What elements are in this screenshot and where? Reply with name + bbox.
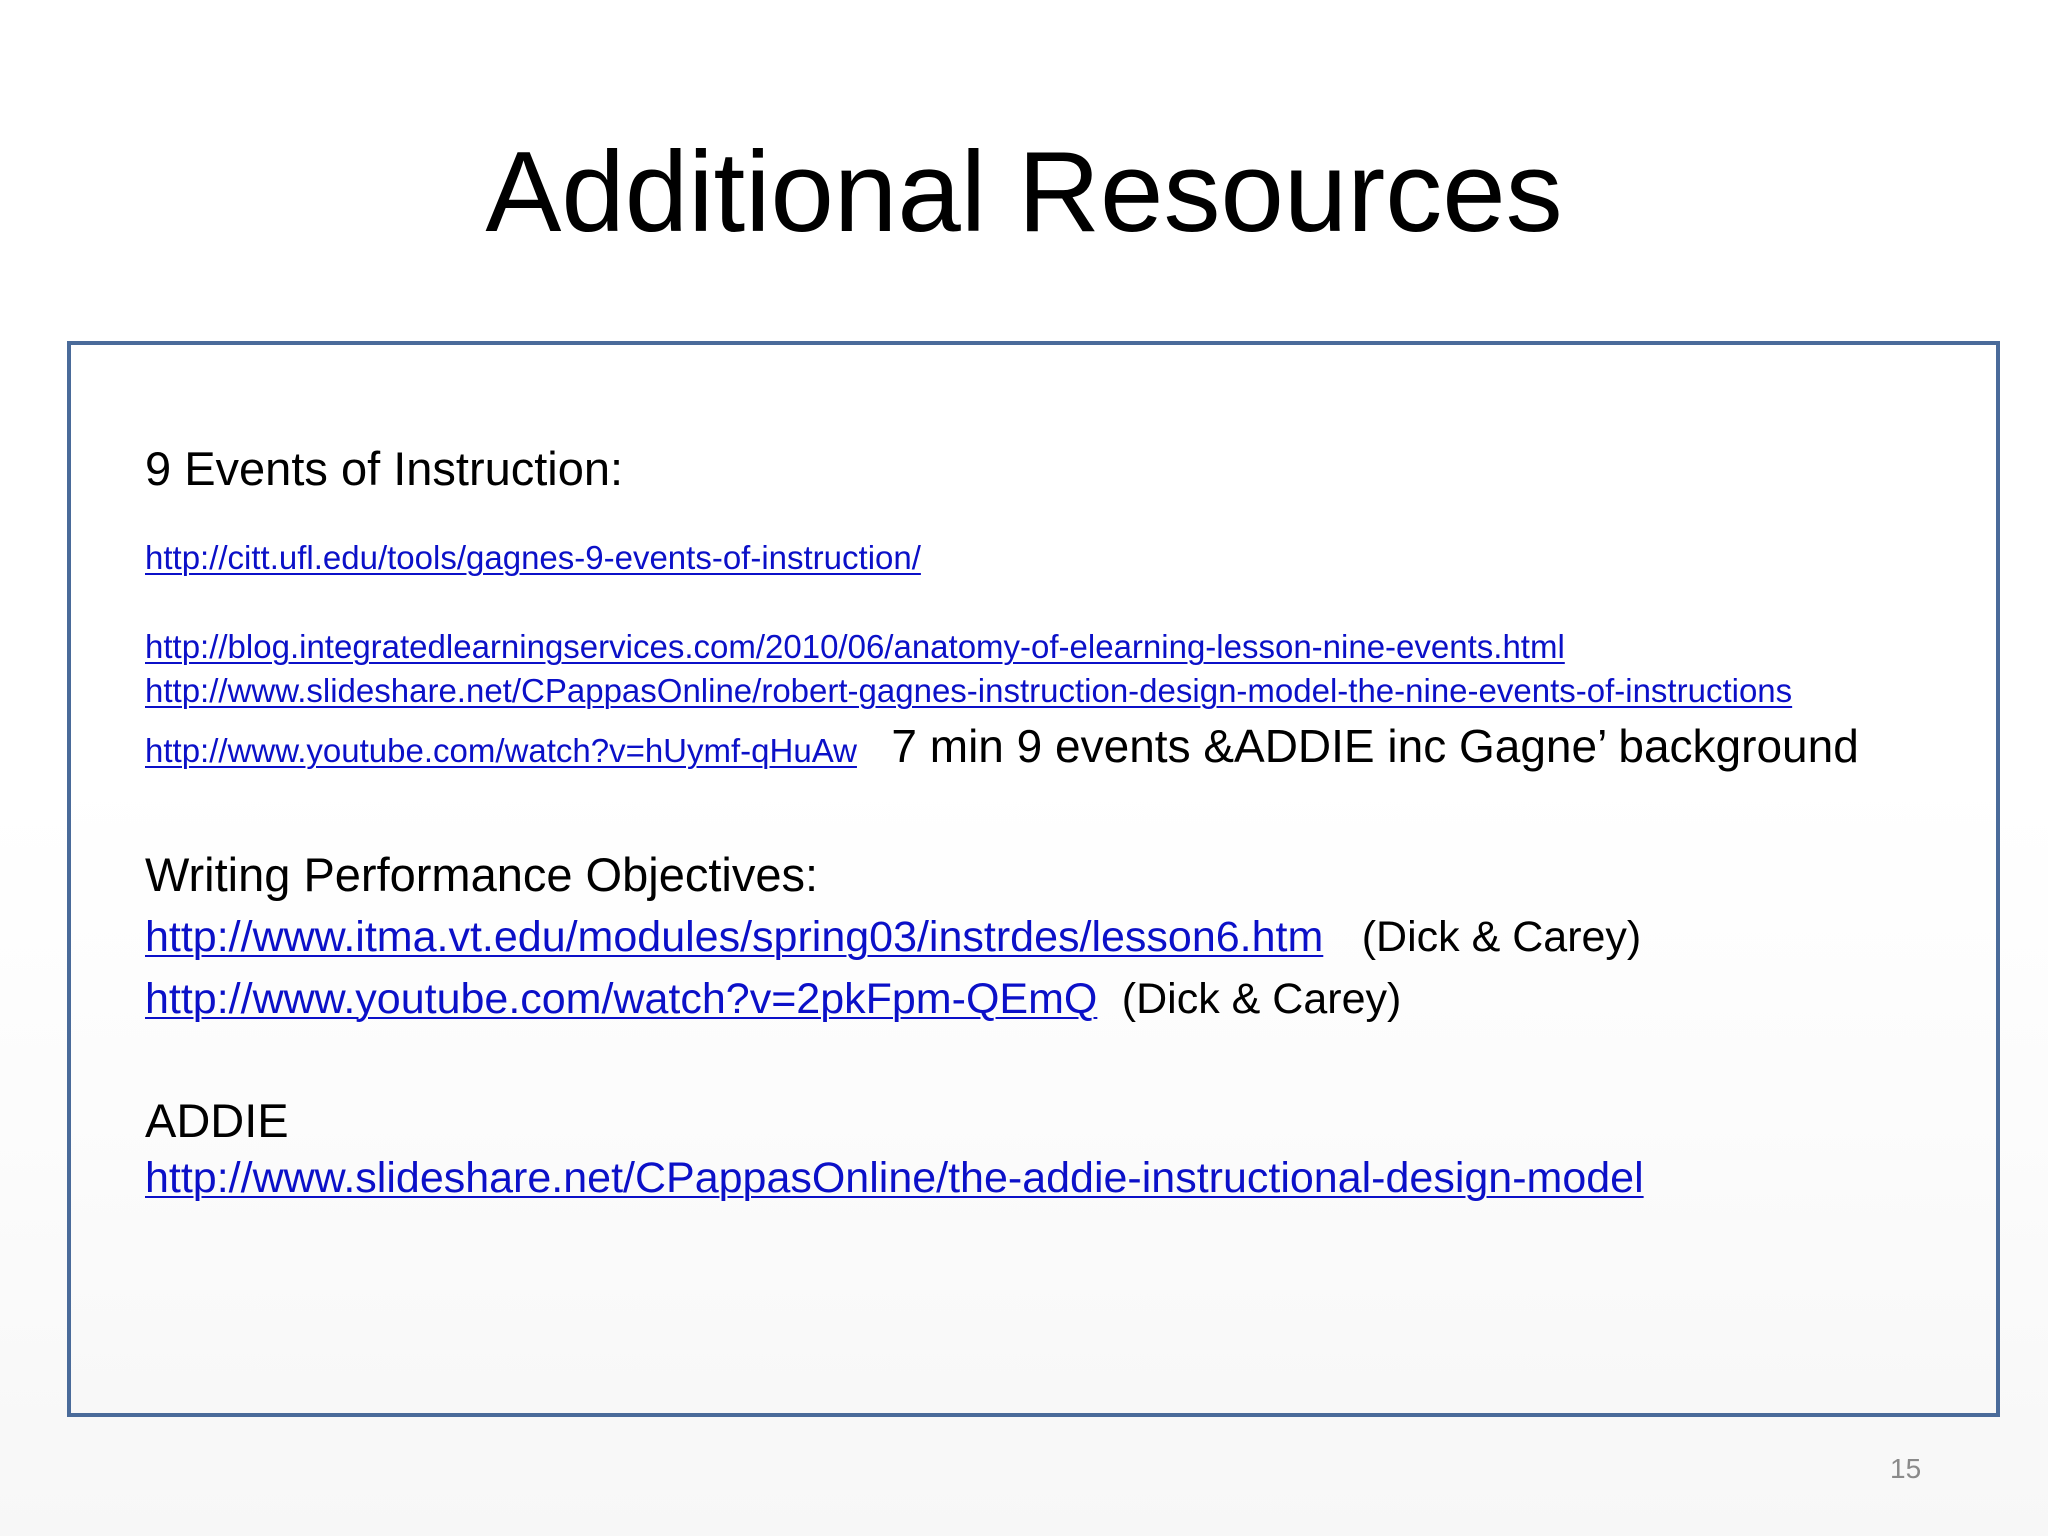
events-link-blog[interactable] bbox=[145, 627, 1565, 667]
objectives-link-youtube[interactable]: http://www.youtube.com/watch?v=2pkFpm-QEmQ bbox=[145, 975, 1098, 1023]
objectives-youtube-note: (Dick & Carey) bbox=[1121, 975, 1402, 1023]
objectives-itma-note: (Dick & Carey) bbox=[1361, 913, 1642, 961]
addie-heading: ADDIE bbox=[145, 1094, 289, 1147]
addie-link-row bbox=[145, 1150, 1644, 1206]
objectives-link-itma[interactable]: http://www.itma.vt.edu/modules/spring03/instrdes/lesson6.htm bbox=[145, 913, 1324, 961]
events-link-slideshare-text[interactable]: http://www.slideshare.net/CPappasOnline/robert-gagnes-instruction-design-model-the-nine-events-of-instructions bbox=[145, 672, 1793, 709]
events-youtube-note: 7 min 9 events &ADDIE inc Gagne’ background bbox=[891, 720, 1859, 772]
page-number: 15 bbox=[1890, 1453, 1922, 1484]
events-link-blog-text[interactable]: http://blog.integratedlearningservices.com/2010/06/anatomy-of-elearning-lesson-nine-events.html bbox=[145, 628, 1565, 665]
objectives-itma-row bbox=[145, 909, 1641, 965]
events-youtube-row bbox=[145, 718, 1859, 774]
events-heading: 9 Events of Instruction: bbox=[145, 442, 624, 495]
slide-title: Additional Resources bbox=[485, 129, 1563, 256]
events-link-citt-text[interactable]: http://citt.ufl.edu/tools/gagnes-9-events-of-instruction/ bbox=[145, 539, 921, 576]
events-link-citt[interactable] bbox=[145, 538, 921, 578]
objectives-heading: Writing Performance Objectives: bbox=[145, 848, 819, 901]
addie-link-slideshare[interactable]: http://www.slideshare.net/CPappasOnline/the-addie-instructional-design-model bbox=[145, 1154, 1644, 1202]
content-box bbox=[67, 341, 2000, 1417]
events-link-slideshare[interactable] bbox=[145, 671, 1792, 711]
events-link-youtube[interactable]: http://www.youtube.com/watch?v=hUymf-qHuAw bbox=[145, 732, 857, 769]
objectives-youtube-row bbox=[145, 971, 1401, 1027]
